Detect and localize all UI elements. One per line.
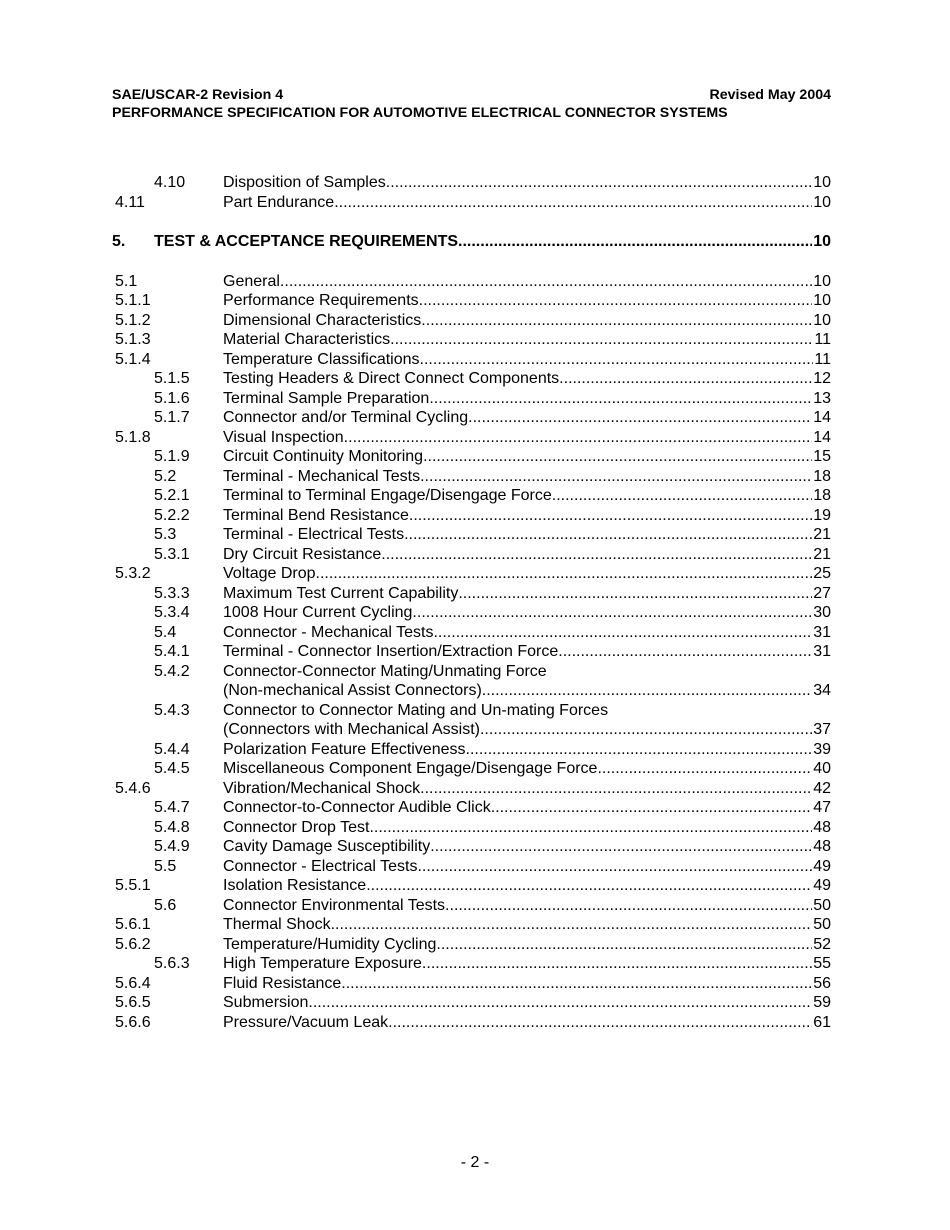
- toc-entry-title: Dry Circuit Resistance: [223, 545, 382, 563]
- dot-leader: [558, 642, 812, 662]
- toc-entry-page: 47: [813, 799, 831, 816]
- toc-entry-number: 5.4.7: [154, 799, 190, 816]
- toc-entry[interactable]: [112, 564, 831, 584]
- toc-entry[interactable]: [112, 896, 831, 916]
- dot-leader: [597, 759, 812, 779]
- dot-leader: [552, 486, 812, 506]
- toc-entry-number: 5.1.1: [115, 292, 151, 309]
- toc-entry[interactable]: [112, 759, 831, 779]
- dot-leader: [433, 623, 812, 643]
- toc-entry-page: 10: [813, 311, 831, 329]
- toc-entry-page: 18: [813, 487, 831, 504]
- toc-entry[interactable]: [112, 642, 831, 662]
- toc-entry[interactable]: [112, 818, 831, 838]
- toc-entry-title: Performance Requirements: [223, 292, 419, 309]
- toc-entry-number: 5.6.6: [115, 1013, 151, 1031]
- toc-entry[interactable]: [112, 1013, 831, 1033]
- toc-entry-page: 13: [813, 389, 831, 407]
- toc-entry[interactable]: [112, 545, 831, 565]
- toc-entry-page: 11: [814, 331, 831, 348]
- toc-entry[interactable]: [112, 272, 831, 292]
- toc-entry-page: 21: [813, 526, 831, 543]
- toc-entry-number: 5.4.3: [154, 701, 190, 719]
- dot-leader: [466, 740, 813, 760]
- toc-entry-number: 5.5.1: [115, 877, 151, 894]
- toc-entry-page: 49: [813, 857, 831, 875]
- dot-leader: [417, 857, 812, 877]
- dot-leader: [422, 954, 812, 974]
- toc-entry-title: Fluid Resistance: [223, 974, 342, 992]
- toc-entry-title: Isolation Resistance: [223, 877, 367, 894]
- toc-entry-title: Testing Headers & Direct Connect Components: [223, 370, 560, 387]
- dot-leader: [419, 291, 813, 311]
- dot-leader: [420, 350, 814, 370]
- toc-entry[interactable]: [112, 993, 831, 1013]
- toc-entry-number: 5.6.2: [115, 935, 151, 953]
- toc-entry[interactable]: [112, 389, 831, 409]
- toc-entry-title: Terminal - Electrical Tests: [223, 526, 405, 543]
- toc-entry[interactable]: [112, 974, 831, 994]
- toc-section-heading[interactable]: [112, 232, 831, 252]
- toc-entry[interactable]: [112, 525, 831, 545]
- toc-entry-number: 4.10: [154, 174, 186, 191]
- toc-entry-title: Thermal Shock: [223, 916, 331, 933]
- toc-entry-number: 5.3: [154, 526, 177, 543]
- toc-entry-number: 5.4.6: [115, 779, 151, 797]
- dot-leader: [412, 603, 812, 623]
- toc-entry[interactable]: [112, 486, 831, 506]
- toc-entry-page: 48: [813, 838, 831, 855]
- toc-entry-number: 5.1.8: [115, 428, 151, 446]
- page-number: - 2 -: [460, 1154, 490, 1171]
- dot-leader: [316, 564, 813, 584]
- toc-entry-page: 49: [813, 877, 831, 894]
- toc-entry-number: 5.5: [154, 857, 177, 875]
- toc-entry[interactable]: [112, 779, 831, 799]
- dot-leader: [420, 467, 812, 487]
- dot-leader: [369, 818, 812, 838]
- toc-entry[interactable]: [112, 623, 831, 643]
- toc-entry-title: Temperature Classifications: [223, 350, 420, 368]
- toc-entry-page: 25: [813, 565, 831, 582]
- toc-entry[interactable]: [112, 369, 831, 389]
- toc-entry-title: Terminal - Mechanical Tests: [223, 467, 421, 485]
- toc-top-entries: [112, 173, 831, 212]
- toc-entry-number: 5.4.8: [154, 818, 190, 836]
- dot-leader: [559, 369, 812, 389]
- dot-leader: [344, 428, 813, 448]
- toc-entry-title: Dimensional Characteristics: [223, 311, 422, 329]
- toc-entry-title: Cavity Damage Susceptibility: [223, 838, 431, 855]
- toc-entry[interactable]: [112, 740, 831, 760]
- toc-entry-number: 5.1.5: [154, 370, 190, 387]
- toc-entry-number: 5.4.2: [154, 662, 190, 680]
- toc-entry-number: 5.3.1: [154, 545, 190, 563]
- toc-entry[interactable]: [112, 798, 831, 818]
- toc-entry-title: Connector Drop Test: [223, 818, 370, 836]
- dot-leader: [409, 506, 812, 526]
- toc-entry-page: 14: [813, 409, 831, 426]
- toc-entry-number: 5.6: [154, 896, 177, 914]
- toc-entry-page: 11: [814, 350, 831, 368]
- toc-entry-page: 18: [813, 467, 831, 485]
- dot-leader: [331, 915, 813, 935]
- toc-entry-page: 50: [813, 916, 831, 933]
- toc-entry-title: Connector and/or Terminal Cycling: [223, 409, 469, 426]
- dot-leader: [491, 798, 813, 818]
- toc-entry[interactable]: [112, 584, 831, 604]
- toc-entry-title: Connector to Connector Mating and Un-mating Forces: [223, 701, 609, 719]
- toc-entry-page: 14: [813, 428, 831, 446]
- toc-entry-page: 48: [813, 818, 831, 836]
- toc-entry-title: (Non-mechanical Assist Connectors): [223, 682, 482, 699]
- dot-leader: [423, 447, 812, 467]
- toc-entry-title: Polarization Feature Effectiveness: [223, 740, 466, 758]
- toc-entry-number: 5.4.5: [154, 760, 190, 777]
- toc-entry-page: 59: [813, 994, 831, 1011]
- toc-entry-number: 5.3.4: [154, 604, 190, 621]
- toc-entry-title: Terminal - Connector Insertion/Extraction Force: [223, 643, 559, 660]
- toc-entry-page: 10: [813, 174, 831, 191]
- toc-entry-number: 5.6.4: [115, 974, 151, 992]
- toc-entry-title: High Temperature Exposure: [223, 955, 422, 972]
- toc-entry-page: 55: [813, 955, 831, 972]
- toc-entry-title: Connector-to-Connector Audible Click: [223, 799, 491, 816]
- toc-entry-page: 10: [813, 292, 831, 309]
- dot-leader: [458, 232, 812, 252]
- dot-leader: [458, 584, 812, 604]
- toc-entry-title: 1008 Hour Current Cycling: [223, 604, 413, 621]
- toc-entry[interactable]: [112, 350, 831, 370]
- toc-entry-number: 5.2.1: [154, 487, 190, 504]
- dot-leader: [420, 779, 812, 799]
- toc-entry[interactable]: [112, 662, 831, 701]
- toc-entry[interactable]: [112, 447, 831, 467]
- dot-leader: [436, 935, 812, 955]
- toc-entry-title: Temperature/Humidity Cycling: [223, 935, 437, 953]
- toc-entry-number: 5.3.3: [154, 584, 190, 602]
- toc-entry[interactable]: [112, 954, 831, 974]
- toc-entry-number: 5.3.2: [115, 565, 151, 582]
- section-number: 5.: [112, 233, 126, 250]
- dot-leader: [308, 993, 812, 1013]
- toc-entry-page: 40: [813, 760, 831, 777]
- toc-entry[interactable]: [112, 603, 831, 623]
- toc-entry-number: 5.1.3: [115, 331, 151, 348]
- dot-leader: [430, 837, 812, 857]
- toc-entry-page: 27: [813, 584, 831, 602]
- dot-leader: [480, 720, 812, 740]
- toc-entry-number: 5.4: [154, 623, 177, 641]
- dot-leader: [482, 681, 812, 701]
- toc-entry-page: 30: [813, 604, 831, 621]
- toc-entry-page: 31: [813, 623, 831, 641]
- toc-entry-title: Part Endurance: [223, 193, 335, 211]
- toc-entry-title: General: [223, 272, 280, 290]
- toc-entry-page: 12: [813, 370, 831, 387]
- toc-entry-number: 5.1.2: [115, 311, 151, 329]
- toc-entry-page: 21: [813, 545, 831, 563]
- toc-entry[interactable]: [112, 428, 831, 448]
- toc-entry-title: Terminal to Terminal Engage/Disengage Force: [223, 487, 552, 504]
- toc-entry-page: 42: [813, 779, 831, 797]
- toc-entry[interactable]: [112, 291, 831, 311]
- toc-entry-title: Terminal Bend Resistance: [223, 506, 409, 524]
- toc-entry-number: 5.6.1: [115, 916, 151, 933]
- toc-entry-number: 4.11: [115, 193, 145, 211]
- toc-entry-title: Submersion: [223, 994, 309, 1011]
- toc-entry-title: Connector Environmental Tests: [223, 896, 446, 914]
- page-header: [112, 86, 831, 122]
- dot-leader: [421, 311, 812, 331]
- toc-entry-title: Connector - Electrical Tests: [223, 857, 418, 875]
- toc-entry-number: 5.1: [115, 272, 138, 290]
- dot-leader: [280, 272, 812, 292]
- dot-leader: [386, 173, 812, 193]
- toc-entry[interactable]: [112, 701, 831, 740]
- section-title: TEST & ACCEPTANCE REQUIREMENTS: [154, 233, 459, 250]
- toc-entry-number: 5.4.4: [154, 740, 190, 758]
- toc-entry-page: 61: [813, 1013, 831, 1031]
- toc-entry-title: Visual Inspection: [223, 428, 344, 446]
- toc-entry-number: 5.4.1: [154, 643, 190, 660]
- table-of-contents: [112, 173, 831, 1032]
- document-id: SAE/USCAR-2 Revision 4: [112, 87, 284, 103]
- toc-entry-page: 19: [813, 506, 831, 524]
- toc-entry-page: 34: [813, 682, 831, 699]
- toc-entry[interactable]: [112, 408, 831, 428]
- toc-entry-number: 5.1.6: [154, 389, 190, 407]
- toc-entry-page: 37: [813, 721, 831, 738]
- toc-entry-number: 5.1.9: [154, 448, 190, 465]
- toc-entry-page: 10: [813, 272, 831, 290]
- toc-entry-title: Connector - Mechanical Tests: [223, 623, 434, 641]
- toc-entry-page: 39: [813, 740, 831, 758]
- toc-entry-title: Circuit Continuity Monitoring: [223, 448, 424, 465]
- toc-entry[interactable]: [112, 876, 831, 896]
- toc-entry-title: Maximum Test Current Capability: [223, 584, 459, 602]
- header-row: [112, 86, 831, 104]
- toc-entry-number: 5.1.7: [154, 409, 190, 426]
- toc-entry-title: Material Characteristics: [223, 331, 391, 348]
- dot-leader: [429, 389, 812, 409]
- dot-leader: [366, 876, 812, 896]
- toc-entry-title: Voltage Drop: [223, 565, 316, 582]
- document-title: PERFORMANCE SPECIFICATION FOR AUTOMOTIVE ELECTRICAL CONNECTOR SYSTEMS: [112, 105, 728, 121]
- dot-leader: [381, 545, 812, 565]
- dot-leader: [404, 525, 812, 545]
- toc-entry-page: 50: [813, 896, 831, 914]
- toc-entry-number: 5.6.3: [154, 955, 190, 972]
- toc-entry-number: 5.1.4: [115, 350, 151, 368]
- toc-entry-title: Connector-Connector Mating/Unmating Force: [223, 662, 547, 680]
- toc-entry[interactable]: [112, 173, 831, 193]
- toc-entry[interactable]: [112, 837, 831, 857]
- dot-leader: [341, 974, 812, 994]
- toc-entry-title: Pressure/Vacuum Leak: [223, 1013, 389, 1031]
- toc-entry[interactable]: [112, 935, 831, 955]
- dot-leader: [390, 330, 813, 350]
- toc-entry-number: 5.2.2: [154, 506, 190, 524]
- toc-entry-page: 15: [813, 448, 831, 465]
- dot-leader: [388, 1013, 812, 1033]
- toc-entry-number: 5.2: [154, 467, 177, 485]
- toc-entry-title: Terminal Sample Preparation: [223, 389, 430, 407]
- toc-entry[interactable]: [112, 857, 831, 877]
- toc-entry[interactable]: [112, 330, 831, 350]
- toc-entry-number: 5.6.5: [115, 994, 151, 1011]
- revision-date: Revised May 2004: [709, 87, 831, 103]
- toc-entry-number: 5.4.9: [154, 838, 190, 855]
- toc-entries: [112, 272, 831, 1033]
- toc-entry-page: 52: [813, 935, 831, 953]
- toc-entry-page: 31: [813, 643, 831, 660]
- toc-entry-title: Disposition of Samples: [223, 174, 386, 191]
- section-page: 10: [813, 233, 831, 250]
- toc-entry-page: 56: [813, 974, 831, 992]
- toc-entry[interactable]: [112, 311, 831, 331]
- toc-entry-title: Vibration/Mechanical Shock: [223, 779, 421, 797]
- toc-entry-title: Miscellaneous Component Engage/Disengage Force: [223, 760, 598, 777]
- dot-leader: [334, 193, 812, 213]
- toc-entry[interactable]: [112, 506, 831, 526]
- toc-entry-page: 10: [813, 193, 831, 211]
- toc-entry[interactable]: [112, 915, 831, 935]
- toc-entry[interactable]: [112, 193, 831, 213]
- toc-entry[interactable]: [112, 467, 831, 487]
- toc-entry-title: (Connectors with Mechanical Assist): [223, 721, 480, 738]
- dot-leader: [468, 408, 812, 428]
- dot-leader: [445, 896, 812, 916]
